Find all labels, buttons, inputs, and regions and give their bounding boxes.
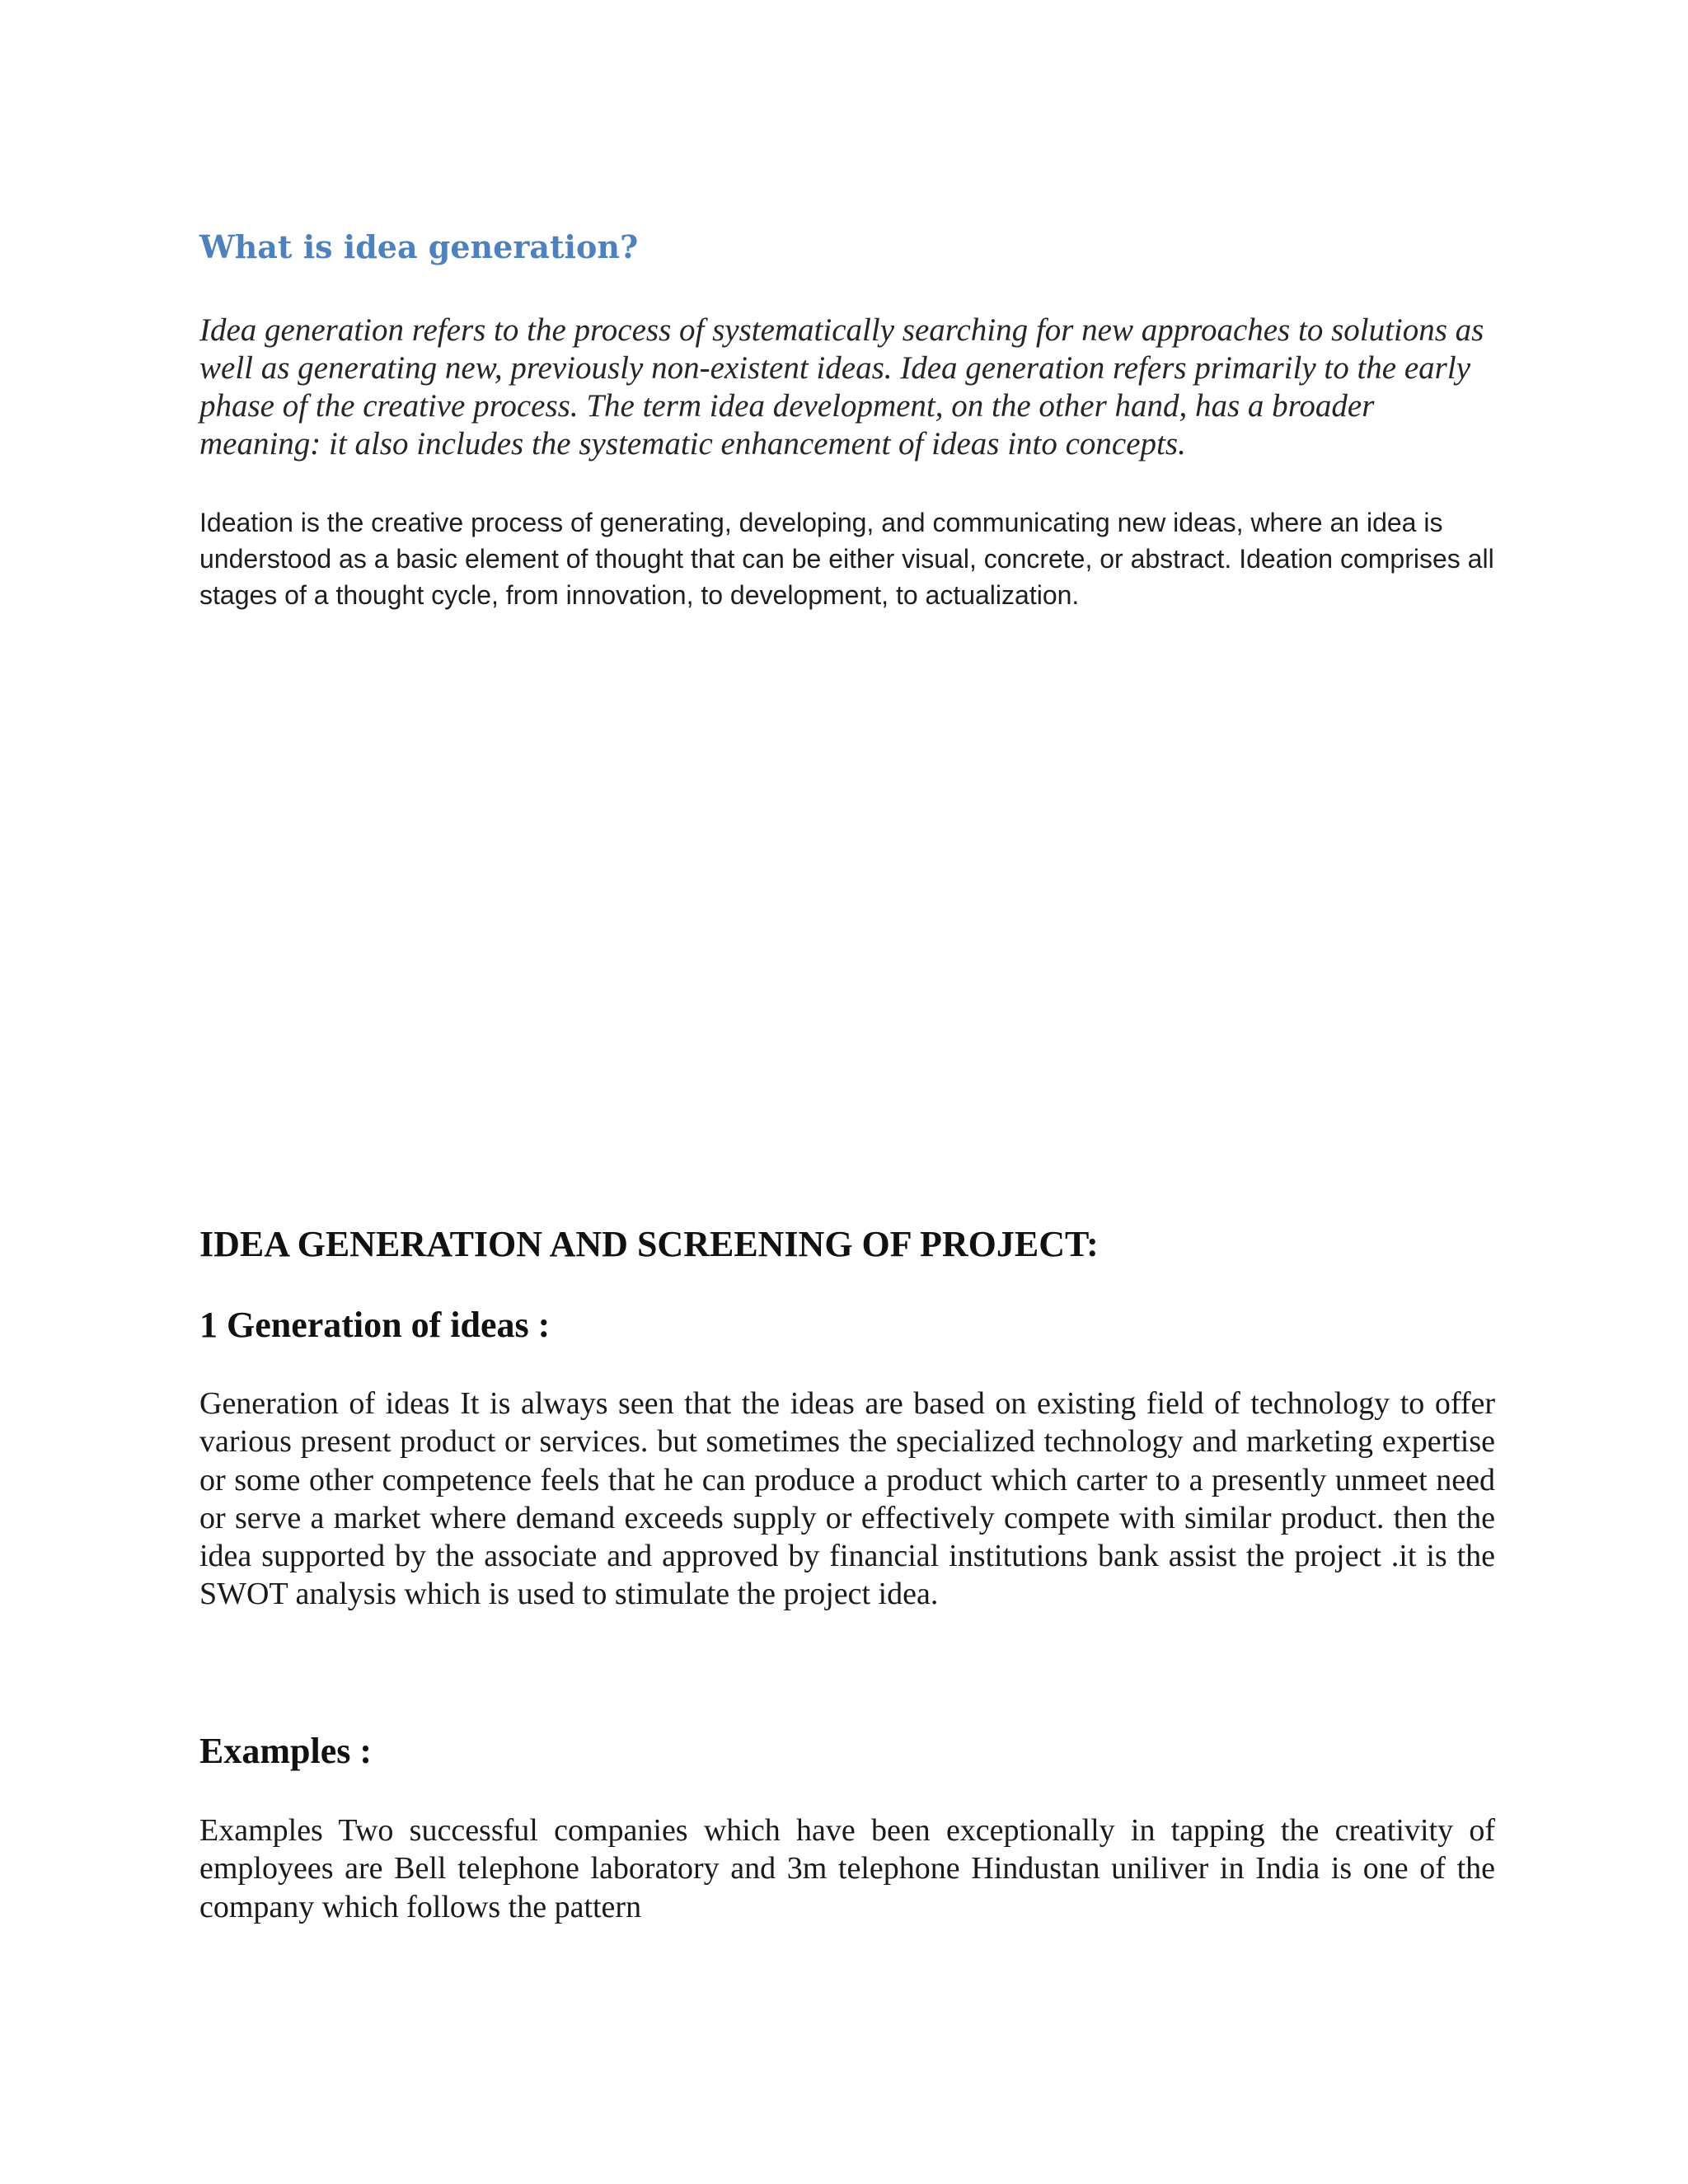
ideation-paragraph: Ideation is the creative process of generating, developing, and communicating new ideas, where an idea is understood as a basic element of thought that can be either visual, concrete, or abstract. Ideation comprises all stages of a thought cycle, from innovation, to development, to actualization. <box>199 508 1494 610</box>
examples-heading: Examples : <box>199 1731 372 1771</box>
examples-paragraph: Examples Two successful companies which have been exceptionally in tapping the creativity of employees are Bell telephone laboratory and 3m telephone Hindustan uniliver in India is one of the company which follows the pattern <box>199 1813 1495 1924</box>
idea-generation-heading: What is idea generation? <box>199 228 639 265</box>
generation-of-ideas-heading: 1 Generation of ideas : <box>199 1305 551 1345</box>
idea-generation-definition: Idea generation refers to the process of systematically searching for new approaches to solutions as well as generating new, previously non-existent ideas. Idea generation refers primarily to the early phase of the creative process. The term idea development, on the other hand, has a broader meaning: it also includes the systematic enhancement of ideas into concepts. <box>199 312 1484 462</box>
generation-of-ideas-paragraph: Generation of ideas It is always seen that the ideas are based on existing field of technology to offer various present product or services. but sometimes the specialized technology and marketing expertise or some other competence feels that he can produce a product which carter to a presently unmeet need or serve a market where demand exceeds supply or effectively compete with similar product. then the idea supported by the associate and approved by financial institutions bank assist the project .it is the SWOT analysis which is used to stimulate the project idea. <box>199 1386 1495 1612</box>
screening-section-heading: IDEA GENERATION AND SCREENING OF PROJECT: <box>199 1224 1099 1264</box>
